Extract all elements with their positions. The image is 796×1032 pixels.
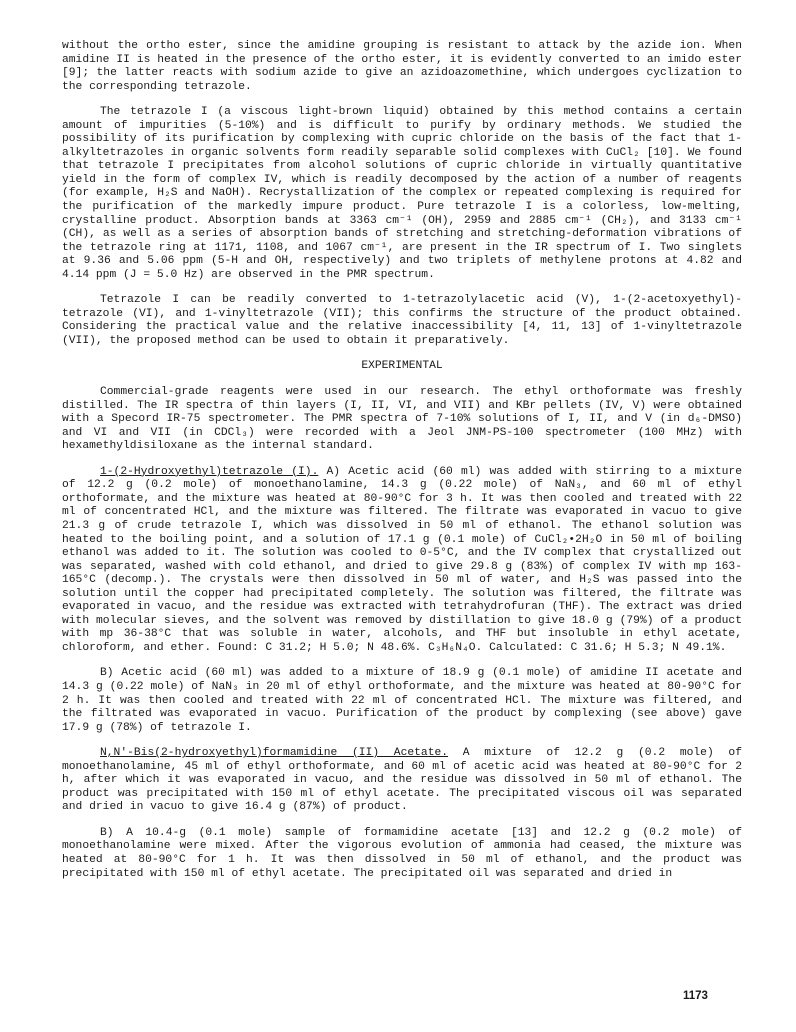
procedure-text: A mixture of 12.2 g (0.2 mole) of monoethanolamine, 45 ml of ethyl orthoformate, and 60 ml of acetic acid was heated at 80-90°C for 2 h, after which it was evaporated in vacuo, and the residue was dissolved in 50 ml of ethanol. The product was precipitated with 150 ml of ethyl acetate. The precipitated viscous oil was separated and dried in vacuo to give 16.4 g (87%) of product. <box>62 747 742 814</box>
paragraph-formamidine-acetate-b: B) A 10.4-g (0.1 mole) sample of formamidine acetate [13] and 12.2 g (0.2 mole) of monoethanolamine were mixed. After the vigorous evolution of ammonia had ceased, the mixture was heated at 80-90°C for 1 h. It was then dissolved in 50 ml of ethanol, and the product was precipitated with 150 ml of ethyl acetate. The precipitated oil was separated and dried in <box>62 826 742 880</box>
page-number: 1173 <box>683 990 708 1002</box>
section-heading-experimental: EXPERIMENTAL <box>361 360 443 373</box>
page-body <box>62 40 742 893</box>
paragraph-reagents: Commercial-grade reagents were used in our research. The ethyl orthoformate was freshly distilled. The IR spectra of thin layers (I, II, VI, and VII) and KBr pellets (IV, V) were obtained with a Specord IR-75 spectrometer. The PMR spectra of 7-10% solutions of I, II, and V (in d₆-DMSO) and VI and VII (in CDCl₃) were recorded with a Jeol JNM-PS-100 spectrometer (100 MHz) with hexamethyldisiloxane as the internal standard. <box>62 386 742 453</box>
paragraph-hydroxyethyl-tetrazole-b: B) Acetic acid (60 ml) was added to a mixture of 18.9 g (0.1 mole) of amidine II acetate and 14.3 g (0.22 mole) of NaN₃ in 20 ml of ethyl orthoformate, and the mixture was heated at 80-90°C for 2 h. It was then cooled and treated with 22 ml of concentrated HCl. The mixture was filtered, and the filtrated was evaporated in vacuo. Purification of the product by complexing (see above) gave 17.9 g (78%) of tetrazole I. <box>62 667 742 734</box>
procedure-text: A) Acetic acid (60 ml) was added with stirring to a mixture of 12.2 g (0.2 mole) of monoethanolamine, 14.3 g (0.22 mole) of NaN₃, and 60 ml of ethyl orthoformate, and the mixture was heated at 80-90°C for 3 h. It was then cooled and treated with 22 ml of concentrated HCl, and the mixture was filtered. The filtrate was evaporated in vacuo to give 21.3 g of crude tetrazole I, which was dissolved in 50 ml of ethanol. The ethanol solution was heated to the boiling point, and a solution of 17.1 g (0.1 mole) of CuCl₂•2H₂O in 50 ml of boiling ethanol was added to it. The solution was cooled to 0-5°C, and the IV complex that crystallized out was separated, washed with cold ethanol, and dried to give 29.8 g (83%) of complex IV with mp 163-165°C (decomp.). The crystals were then dissolved in 50 ml of water, and H₂S was passed into the solution until the copper had precipitated completely. The solution was filtered, the filtrate was evaporated in vacuo, and the residue was extracted with tetrahydrofuran (THF). The extract was dried with molecular sieves, and the solvent was removed by distillation to give 18.0 g (79%) of a product with mp 36-38°C that was soluble in water, alcohols, and THF but insoluble in ethyl acetate, chloroform, and ether. Found: C 31.2; H 5.0; N 48.6%. C₃H₆N₄O. Calculated: C 31.6; H 5.3; N 49.1%. <box>62 465 742 654</box>
paragraph-tetrazole-conversion: Tetrazole I can be readily converted to 1-tetrazolylacetic acid (V), 1-(2-acetoxyethyl)-tetrazole (VI), and 1-vinyltetrazole (VII); this confirms the structure of the product obtained. Considering the practical value and the relative inaccessibility [4, 11, 13] of 1-vinyltetrazole (VII), the proposed method can be used to obtain it preparatively. <box>62 294 742 347</box>
compound-heading: 1-(2-Hydroxyethyl)tetrazole (I). <box>100 465 319 478</box>
paragraph-hydroxyethyl-tetrazole-a <box>62 466 742 656</box>
paragraph-tetrazole-purification: The tetrazole I (a viscous light-brown liquid) obtained by this method contains a certain amount of impurities (5-10%) and is difficult to purify by ordinary methods. We studied the possibility of its purification by complexing with cupric chloride on the basis of the fact that 1-alkyltetrazoles in organic solvents form readily separable solid complexes with CuCl₂ [10]. We found that tetrazole I precipitates from alcohol solutions of cupric chloride in virtually quantitative yield in the form of complex IV, which is readily decomposed by the action of a number of reagents (for example, H₂S and NaOH). Recrystallization of the complex or repeated complexing is required for the purification of the markedly impure product. Pure tetrazole I is a colorless, low-melting, crystalline product. Absorption bands at 3363 cm⁻¹ (OH), 2959 and 2885 cm⁻¹ (CH₂), and 3133 cm⁻¹ (CH), as well as a series of absorption bands of stretching and stretching-deformation vibrations of the tetrazole ring at 1171, 1108, and 1067 cm⁻¹, are present in the IR spectrum of I. Two singlets at 9.36 and 5.06 ppm (5-H and OH, respectively) and two triplets of methylene protons at 4.82 and 4.14 ppm (J = 5.0 Hz) are observed in the PMR spectrum. <box>62 106 742 281</box>
paragraph-formamidine-acetate-a <box>62 747 742 815</box>
compound-heading: N,N'-Bis(2-hydroxyethyl)formamidine (II) Acetate. <box>100 747 449 760</box>
paragraph-ortho-ester: without the ortho ester, since the amidine grouping is resistant to attack by the azide ion. When amidine II is heated in the presence of the ortho ester, it is evidently converted to an imido ester [9]; the latter reacts with sodium azide to give an azidoazomethine, which undergoes cyclization to the corresponding tetrazole. <box>62 40 742 93</box>
